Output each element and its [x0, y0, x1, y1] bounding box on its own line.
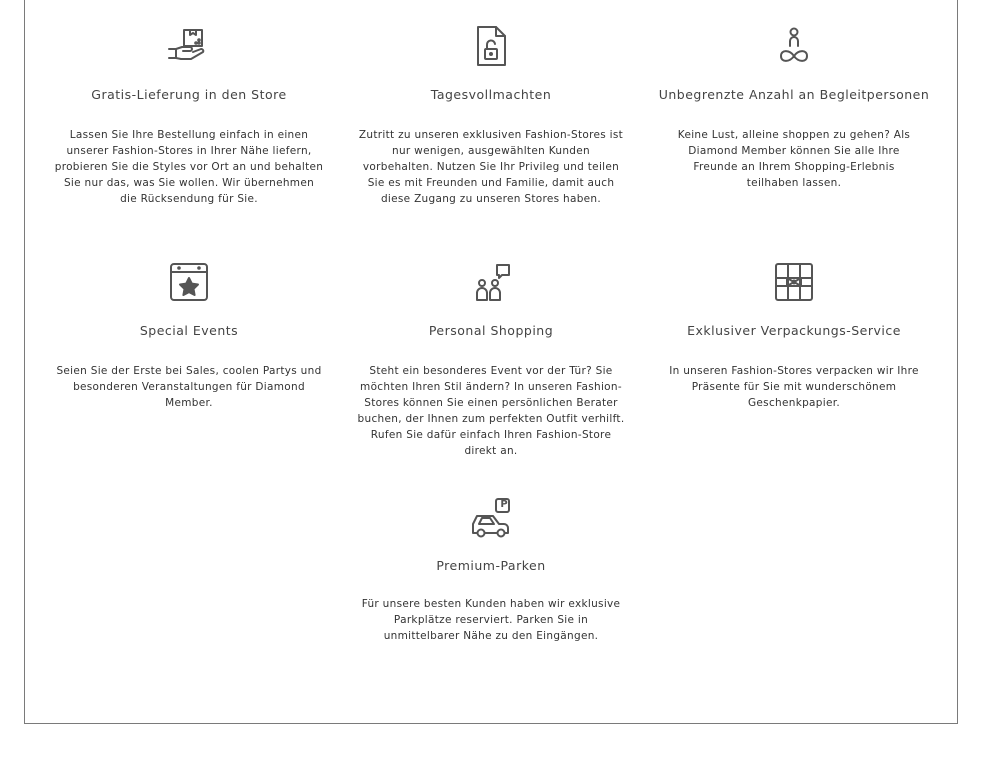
parking-car-icon — [467, 493, 515, 541]
feature-title: Gratis-Lieferung in den Store — [91, 87, 287, 102]
calendar-star-icon — [165, 258, 213, 306]
feature-card-free-delivery — [54, 22, 324, 232]
gift-box-icon — [770, 258, 818, 306]
feature-description: In unseren Fashion-Stores verpacken wir Ihre Präsente für Sie mit wunderschönem Geschenkpapier. — [669, 365, 919, 409]
infinity-person-icon — [770, 22, 818, 70]
feature-description: Für unsere besten Kunden haben wir exklusive Parkplätze reserviert. Parken Sie in unmittelbarer Nähe zu den Eingängen. — [361, 598, 621, 642]
feature-description: Seien Sie der Erste bei Sales, coolen Partys und besonderen Veranstaltungen für Diamond Member. — [56, 365, 322, 409]
feature-card-special-events — [54, 258, 324, 468]
parking-sign-letter: P — [500, 499, 508, 510]
feature-card-premium-parking — [356, 493, 626, 663]
feature-description: Lassen Sie Ihre Bestellung einfach in einen unserer Fashion-Stores in Ihrer Nähe liefern, probieren Sie die Styles vor Ort an und behalten Sie nur das, was Sie wollen. Wir übernehmen die Rücksendung für Sie. — [54, 129, 324, 205]
feature-title: Exklusiver Verpackungs-Service — [687, 323, 901, 338]
feature-title: Special Events — [139, 323, 239, 338]
feature-card-gift-wrapping — [658, 258, 930, 468]
feature-description: Zutritt zu unseren exklusiven Fashion-Stores ist nur wenigen, ausgewählten Kunden vorbehalten. Nutzen Sie Ihr Privileg und teilen Sie es mit Freunden und Familie, damit auch diese Zugang zu unseren Stores haben. — [358, 129, 624, 205]
feature-title: Unbegrenzte Anzahl an Begleitpersonen — [658, 87, 930, 102]
personal-shopper-icon — [467, 258, 515, 306]
feature-card-unlimited-companions — [658, 22, 930, 232]
hand-package-icon — [165, 22, 213, 70]
feature-title: Personal Shopping — [428, 323, 554, 338]
feature-card-personal-shopping — [356, 258, 626, 468]
feature-description: Keine Lust, alleine shoppen zu gehen? Als Diamond Member können Sie alle Ihre Freunde an Ihrem Shopping-Erlebnis teilhaben lassen. — [677, 129, 911, 189]
feature-description: Steht ein besonderes Event vor der Tür? Sie möchten Ihren Stil ändern? In unseren Fashion-Stores können Sie einen persönlichen Berater buchen, der Ihnen zum perfekten Outfit verhilft. Rufen Sie dafür einfach Ihren Fashion-Store direkt an. — [357, 365, 625, 457]
feature-card-day-passes — [356, 22, 626, 232]
feature-title: Tagesvollmachten — [430, 87, 552, 102]
unlocked-document-icon — [467, 22, 515, 70]
feature-title: Premium-Parken — [436, 558, 546, 573]
